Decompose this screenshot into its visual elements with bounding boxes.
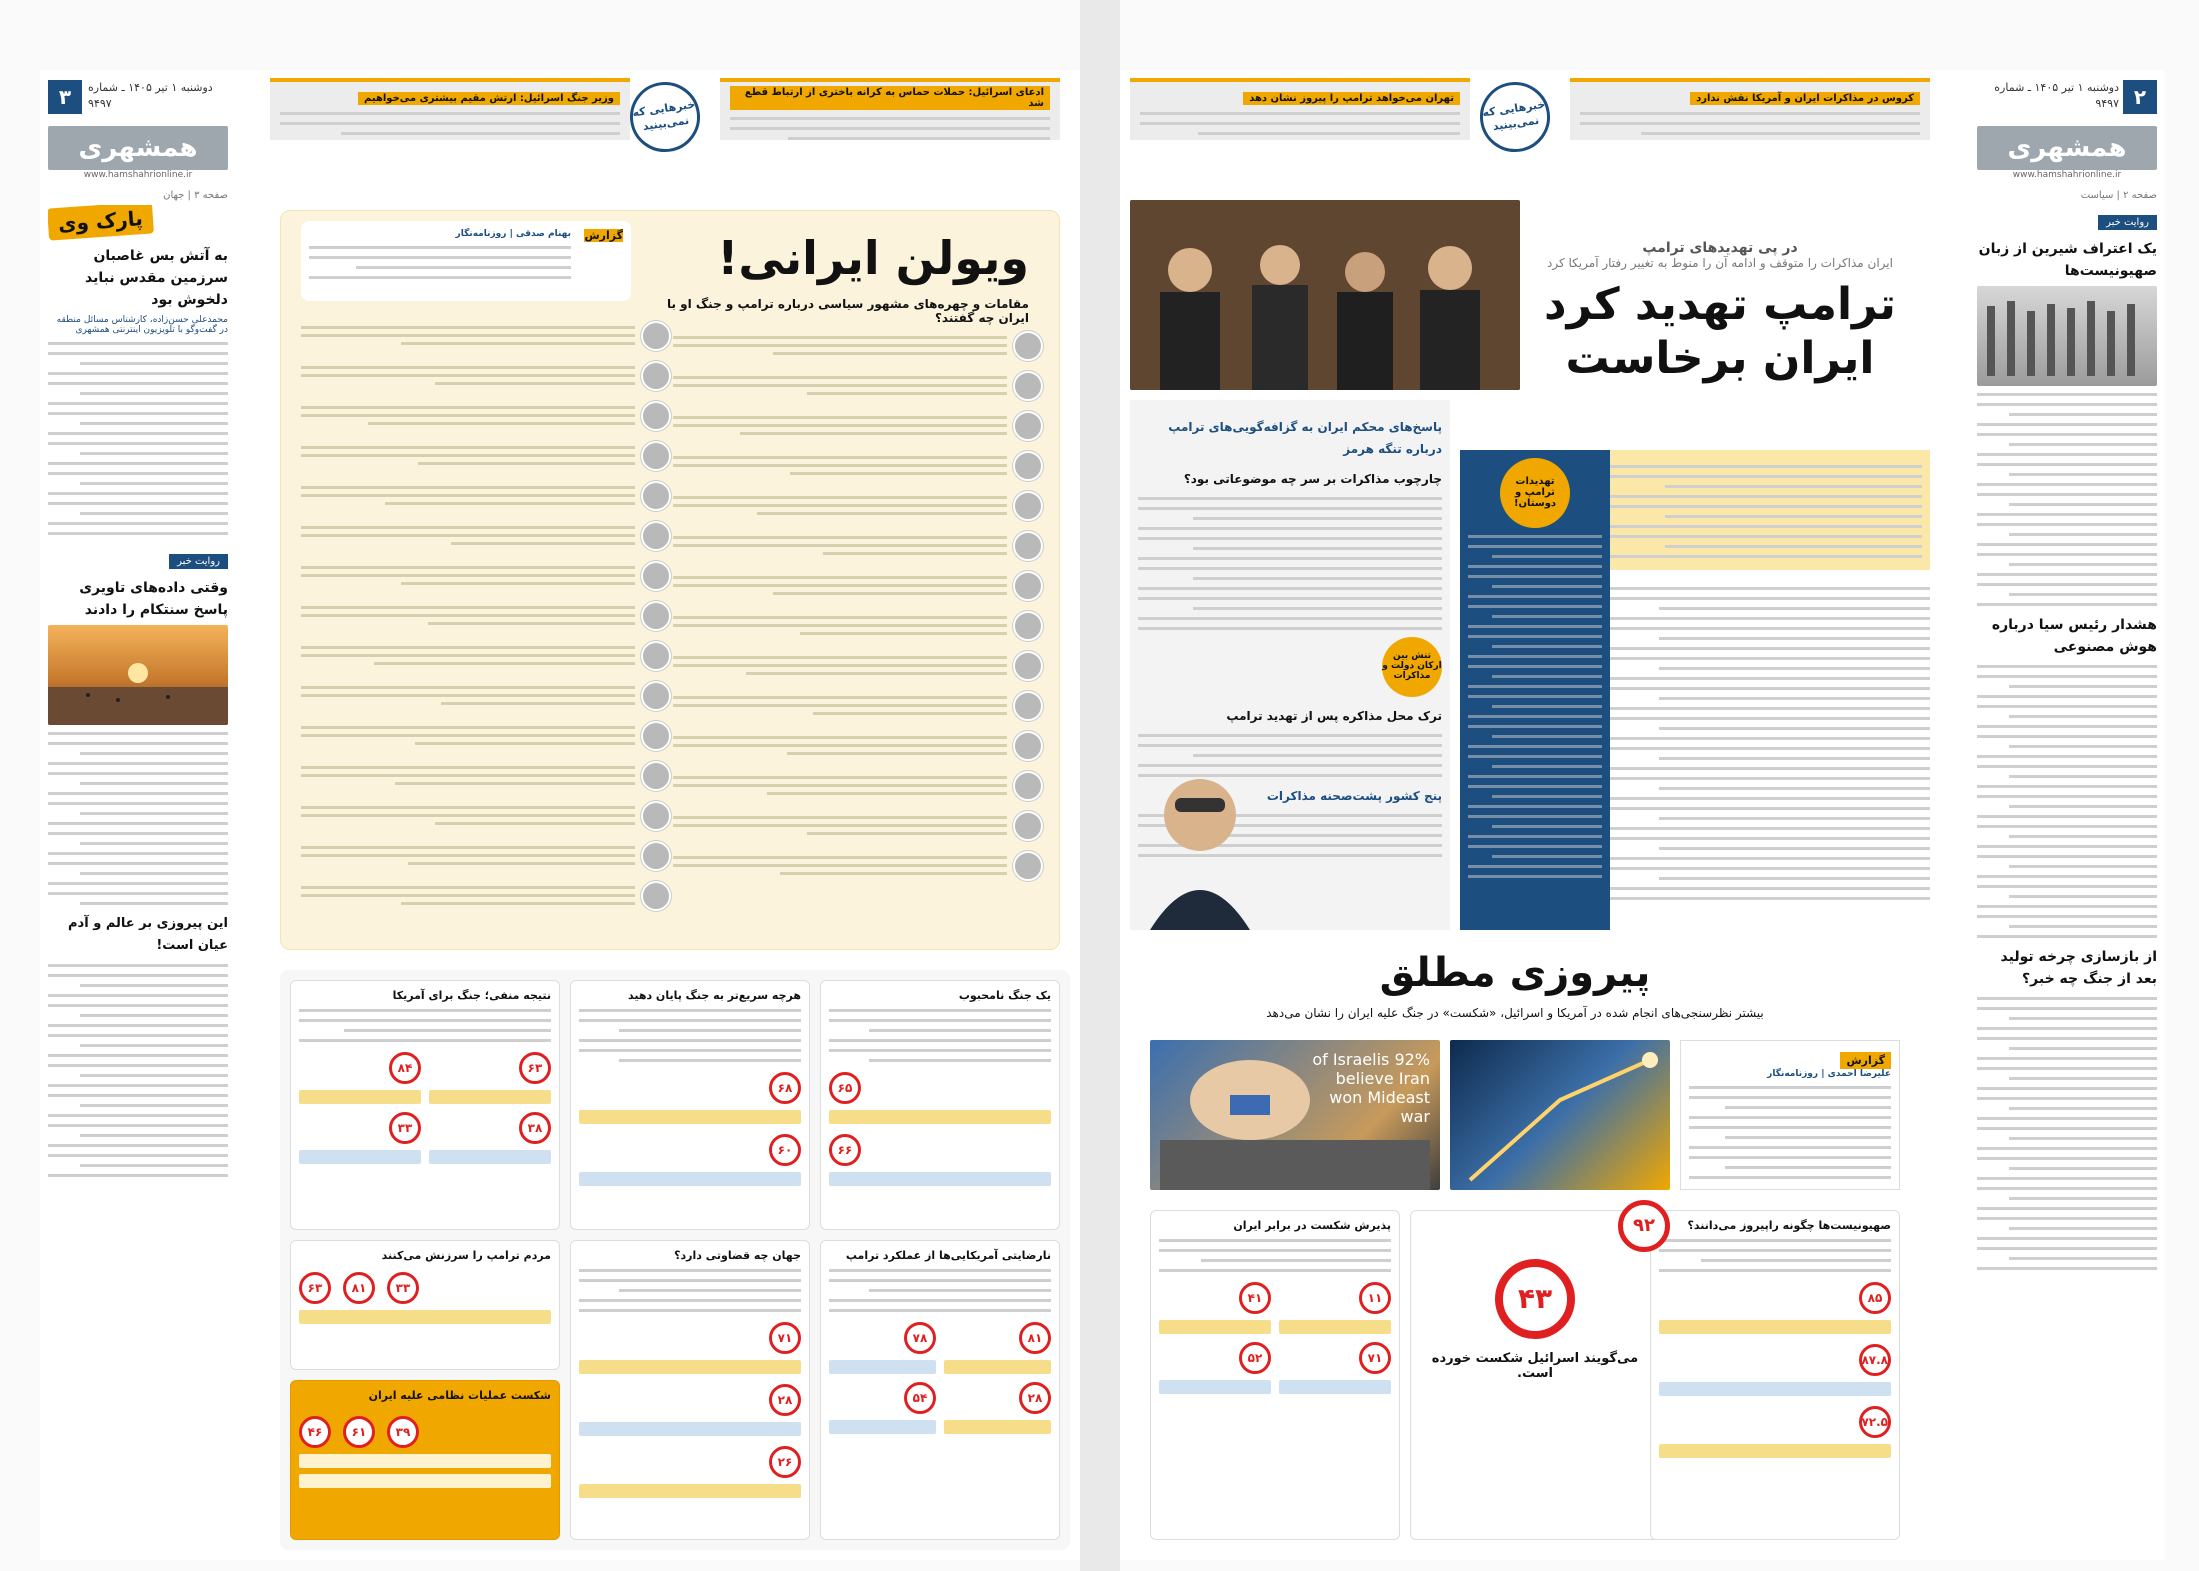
poll-bar [579,1422,801,1436]
portrait [641,641,671,671]
quote-column-left [301,321,671,921]
speaker-portrait [1130,760,1260,930]
portrait [1013,771,1043,801]
poll-title: جهان چه قضاوتی دارد؟ [674,1249,801,1262]
poll-percent: ۶۳ [299,1272,331,1304]
big-percent-circle: ۴۳ [1495,1259,1575,1339]
left-side-column [48,205,228,1555]
portrait [1013,491,1043,521]
lead-overline: در پی تهدیدهای ترامپ [1642,240,1798,256]
poll-grid [280,970,1070,1550]
poll-percent: ۶۸ [769,1072,801,1104]
poll-title: نارضایتی آمریکایی‌ها از عملکرد ترامپ [845,1249,1051,1262]
poll-percent: ۷۲.۵ [1859,1406,1891,1438]
poll-card [820,980,1060,1230]
poll-card [290,980,560,1230]
poll-bar [829,1110,1051,1124]
side-story-title: وقتی داده‌های تاویری پاسخ سنتکام را دادند [79,580,228,618]
poll-percent: ۵۲ [1239,1342,1271,1374]
poll-bar [1279,1380,1391,1394]
parkway-author: محمدعلی حسن‌زاده، کارشناس مسائل منطقه در گفت‌وگو با تلویزیون اینترنتی همشهری [56,315,228,335]
poll-card [1150,1210,1400,1540]
sunset-illustration [48,625,228,725]
quote-column-right [673,331,1043,891]
right-page [1120,70,2165,1560]
poll-percent: ۷۱ [1359,1342,1391,1374]
poll-percent: ۸۴ [389,1052,421,1084]
portrait [641,441,671,471]
poll-title: نتیجه منفی؛ جنگ برای آمریکا [392,989,551,1002]
poll-title: مردم ترامپ را سرزنش می‌کنند [381,1249,551,1262]
portrait [641,841,671,871]
story-kicker: روایت خبر [2098,215,2157,230]
poll-bar [579,1360,801,1374]
sidebar-head: ترک محل مذاکره پس از تهدید ترامپ [1226,709,1442,723]
sidebar-head: چارچوب مذاکرات بر سر چه موضوعاتی بود؟ [1183,472,1442,486]
side-story-title: این پیروزی بر عالم و آدم عیان است! [68,916,228,953]
poll-percent: ۷۸ [904,1322,936,1354]
poll-title: شکست عملیات نظامی علیه ایران [368,1389,551,1402]
negotiators-photo [1130,200,1520,390]
speaker-portrait-illustration [1130,760,1260,930]
poll-percent: ۶۶ [829,1134,861,1166]
portrait [641,481,671,511]
violin-subtitle: مقامات و چهره‌های مشهور سیاسی درباره ترامپ و جنگ او با ایران چه گفتند؟ [666,297,1029,325]
portrait [1013,651,1043,681]
poll-percent: ۷۱ [769,1322,801,1354]
story-kicker: روایت خبر [169,554,228,569]
poll-percent: ۸۱ [343,1272,375,1304]
poll-bar [299,1150,421,1164]
poll-bar [944,1360,1051,1374]
poll-percent: ۲۸ [1019,1382,1051,1414]
strip-kicker: وزیر جنگ اسرائیل: ارتش مقیم بیشتری می‌خواهیم [358,92,620,105]
report-kicker: گزارش [584,229,623,242]
issue-date: دوشنبه ۱ تیر ۱۴۰۵ ـ شماره ۹۴۹۷ [88,81,213,110]
poll-percent: ۵۴ [904,1382,936,1414]
poll-title: صهیونیست‌ها چگونه راپیروز می‌دانند؟ [1687,1219,1891,1232]
victory-feature [1120,950,1910,1550]
portrait [641,721,671,751]
strip-kicker: ادعای اسرائیل: حملات حماس به کرانه باختری از ارتباط قطع شد [730,86,1050,110]
page-gutter [1080,0,1120,1571]
poll-percent: ۲۸ [769,1384,801,1416]
report-kicker: گزارش [1840,1052,1891,1069]
poll-percent: ۳۸ [519,1112,551,1144]
top-strip [270,78,630,140]
poll-percent: ۲۶ [769,1446,801,1478]
victory-author: علیرضا احمدی | روزنامه‌نگار [1767,1069,1891,1079]
poll-bar [299,1474,551,1488]
threats-box [1460,450,1610,930]
poll-bar [429,1150,551,1164]
portrait [641,761,671,791]
portrait [641,561,671,591]
lead-title-1: ترامپ تهدید کرد [1544,279,1896,330]
col-story-title: هشدار رئیس سیا درباره هوش مصنوعی [1991,617,2157,655]
violin-author: بهنام صدقی | روزنامه‌نگار [455,229,571,239]
lead-overline-2: ایران مذاکرات را متوقف و ادامه آن را منوط به تغییر رفتار آمریکا کرد [1547,256,1893,270]
strip-kicker: کروس در مذاکرات ایران و آمریکا نقش ندارد [1690,92,1920,105]
poll-bar [579,1172,801,1186]
portrait [1013,371,1043,401]
missile-photo [1450,1040,1670,1190]
newspaper-logo: همشهری [1977,126,2157,170]
poll-bar [829,1172,1051,1186]
left-page [40,70,1080,1560]
lead-story [1130,200,1940,940]
portrait [641,801,671,831]
poll-bar [1659,1382,1891,1396]
poll-card [570,1240,810,1540]
poll-bar [1279,1320,1391,1334]
violin-intro-box [301,221,631,301]
section-label: صفحه ۳ | جهان [163,190,228,201]
poll-bar [944,1420,1051,1434]
right-side-column [1977,210,2157,1550]
issue-date: دوشنبه ۱ تیر ۱۴۰۵ ـ شماره ۹۴۹۷ [1994,81,2119,110]
poll-percent: ۳۹ [387,1416,419,1448]
poll-percent: ۴۱ [1239,1282,1271,1314]
poll-percent: ۸۷.۸ [1859,1344,1891,1376]
portrait [641,601,671,631]
left-masthead [48,80,228,201]
poll-percent: ۴۶ [299,1416,331,1448]
poll-title: پذیرش شکست در برابر ایران [1233,1219,1391,1232]
portrait [1013,411,1043,441]
col-story-title: از بازسازی چرخه تولید بعد از جنگ چه خبر؟ [2000,949,2157,987]
poll-percent: ۶۰ [769,1134,801,1166]
parkway-title: به آتش بس غاصبان سرزمین مقدس نباید دلخوش بود [85,248,228,308]
poll-percent: ۶۵ [829,1072,861,1104]
poll-bar [579,1484,801,1498]
portrait [1013,811,1043,841]
poll-bar [1159,1380,1271,1394]
violin-feature [280,210,1060,950]
portrait [1013,691,1043,721]
portrait [1013,571,1043,601]
site-url: www.hamshahrionline.ir [2012,170,2122,180]
poll-card [570,980,810,1230]
poll-percent: ۶۱ [343,1416,375,1448]
poll-card [1650,1210,1900,1540]
lead-title-2: ایران برخاست [1565,333,1875,384]
missile-illustration [1450,1040,1670,1190]
victory-intro-box [1680,1040,1900,1190]
portrait [1013,531,1043,561]
threats-badge: تهدیدات ترامپ و دوستان! [1500,458,1570,528]
page-number: ۲ [2123,80,2157,114]
lead-body [1600,580,1930,930]
hidden-news-stamp: خبرهایی که نمی‌بینید [1475,77,1554,156]
parkway-label: پارک وی [48,205,154,241]
billboard-photo [1150,1040,1440,1190]
portrait [641,321,671,351]
poll-percent: ۳۳ [387,1272,419,1304]
col-story-title: یک اعتراف شیرین از زبان صهیونیست‌ها [1978,241,2157,279]
poll-title: هرچه سریع‌تر به جنگ پایان دهید [627,989,801,1002]
sunset-photo [48,625,228,725]
page-number: ۳ [48,80,82,114]
percent-circle: ۹۲ [1618,1200,1670,1252]
portrait [641,521,671,551]
tension-badge: تنش بین ارکان دولت و مذاکرات [1382,637,1442,697]
poll-percent: ۸۵ [1859,1282,1891,1314]
section-label: صفحه ۲ | سیاست [2080,190,2157,201]
poll-card [290,1240,560,1370]
poll-bar [429,1090,551,1104]
sidebar-head: پاسخ‌های محکم ایران به گزافه‌گویی‌های ترامپ درباره تنگه هرمز [1168,420,1442,456]
poll-percent: ۱۱ [1359,1282,1391,1314]
poll-bar [829,1360,936,1374]
poll-bar [299,1454,551,1468]
top-strip [1130,78,1470,140]
portrait [641,361,671,391]
portrait [641,681,671,711]
portrait [1013,851,1043,881]
violin-title: ویولن ایرانی! [717,231,1029,285]
victory-title: پیروزی مطلق [1379,950,1651,996]
lead-headline-block [1530,240,1910,386]
poll-percent: ۳۳ [389,1112,421,1144]
poll-card [820,1240,1060,1540]
hidden-news-stamp: خبرهایی که نمی‌بینید [625,77,704,156]
billboard-caption: 92% of Israelis believe Iran won Mideast war [1312,1050,1430,1126]
victory-subtitle: بیشتر نظرسنجی‌های انجام شده در آمریکا و اسرائیل، «شکست» در جنگ علیه ایران را نشان می‌دهد [1266,1006,1764,1020]
ninety-two-badge [1618,1200,1670,1252]
portrait [1013,331,1043,361]
poll-percent: ۶۳ [519,1052,551,1084]
top-strip [720,78,1060,140]
strip-kicker: تهران می‌خواهد ترامپ را پیروز نشان دهد [1243,92,1460,105]
poll-bar [1159,1320,1271,1334]
portrait [1013,451,1043,481]
poll-bar [1659,1320,1891,1334]
poll-card-highlight [290,1380,560,1540]
portrait [641,881,671,911]
poll-percent: ۸۱ [1019,1322,1051,1354]
negotiators-illustration [1130,200,1520,390]
newspaper-logo: همشهری [48,126,228,170]
poll-title: یک جنگ نامحبوب [958,989,1051,1002]
portrait [641,401,671,431]
missile-rack-photo [1977,286,2157,386]
poll-bar [1659,1444,1891,1458]
right-masthead [1977,80,2157,201]
site-url: www.hamshahrionline.ir [83,170,193,180]
portrait [1013,611,1043,641]
sidebar-head: پنج کشور پشت‌صحنه مذاکرات [1266,789,1442,803]
lead-intro [1600,450,1930,570]
bottom-percent-caption: می‌گویند اسرائیل شکست خورده است. [1431,1351,1639,1381]
poll-bar [579,1110,801,1124]
poll-bar [299,1310,551,1324]
poll-bar [299,1090,421,1104]
top-strip [1570,78,1930,140]
poll-card [1410,1210,1660,1540]
poll-bar [829,1420,936,1434]
portrait [1013,731,1043,761]
missile-rack-illustration [1977,286,2157,386]
